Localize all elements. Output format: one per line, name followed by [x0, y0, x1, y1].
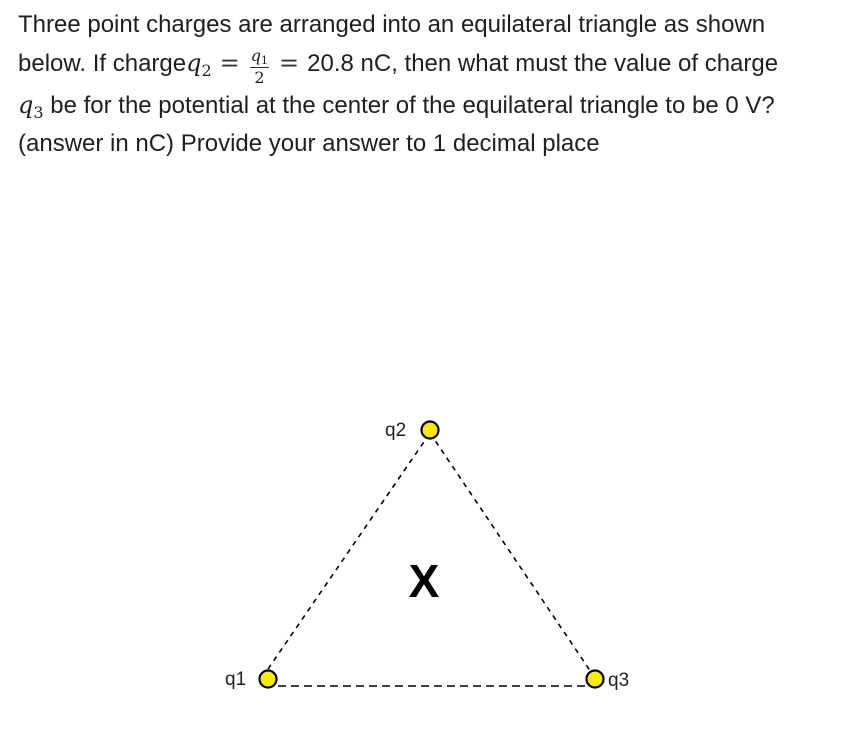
- q3-subscript: 3: [33, 103, 44, 122]
- q2-letter: q: [186, 49, 202, 77]
- side-q1-q2: [268, 433, 430, 669]
- question-line-3-text: be for the potential at the center of the equilateral triangle to be 0 V?: [43, 92, 775, 119]
- question-line-2-value: 20.8 nC, then what must the value of charge: [307, 50, 779, 77]
- charge-q1-label: q1: [225, 669, 247, 690]
- q2-subscript: 2: [201, 61, 212, 80]
- charge-q2-marker: [422, 422, 439, 439]
- equals-sign-2: =: [279, 49, 300, 77]
- charge-q1-marker: [260, 671, 277, 688]
- charge-q3-marker: [587, 671, 604, 688]
- charge-q3-label: q3: [608, 670, 630, 691]
- fraction-denominator: 2: [254, 68, 265, 87]
- question-line-1-text: Three point charges are arranged into an equilateral triangle as shown: [18, 11, 766, 38]
- q1-subscript: 1: [261, 54, 269, 67]
- q1-letter: q: [250, 46, 262, 65]
- charge-q2-label: q2: [385, 420, 407, 441]
- side-q2-q3: [430, 433, 595, 678]
- question-line-4-text: (answer in nC) Provide your answer to 1 decimal place: [18, 130, 600, 157]
- center-marker-x: X: [408, 555, 440, 607]
- q3-letter: q: [18, 91, 34, 119]
- equals-sign-1: =: [219, 49, 240, 77]
- question-line-2-prefix: below. If charge: [18, 50, 187, 77]
